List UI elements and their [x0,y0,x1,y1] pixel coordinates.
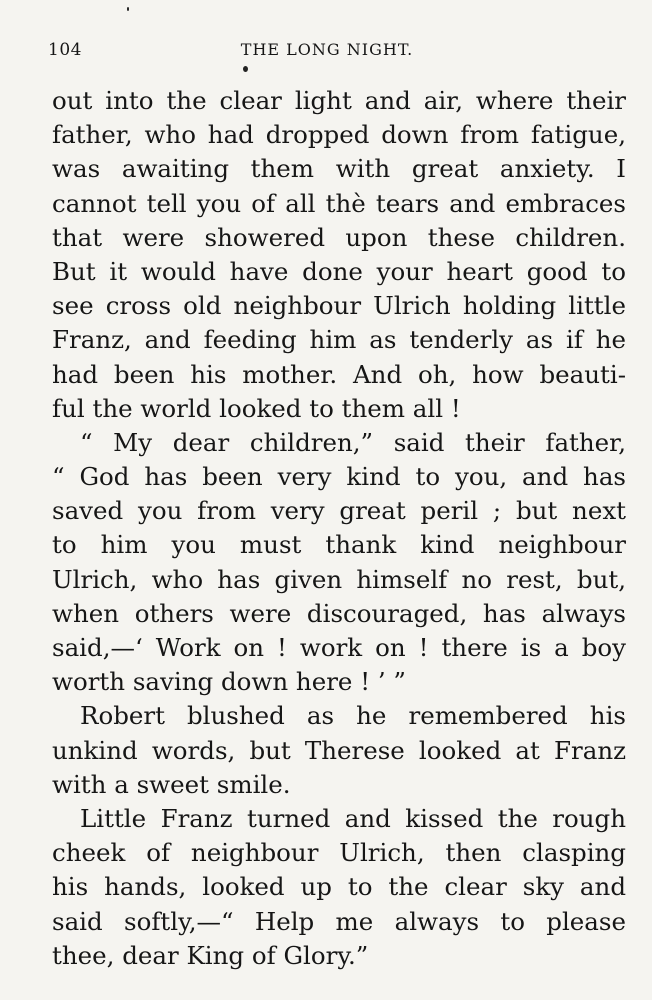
text-line: “ God has been very kind to you, and has [52,462,626,492]
text-line: see cross old neighbour Ulrich holding little [52,291,626,321]
ink-speck [243,66,248,72]
text-line: saved you from very great peril ; but next [52,496,626,526]
text-line: out into the clear light and air, where their [52,86,626,115]
text-line: was awaiting them with great anxiety. I [52,154,626,184]
text-line: Robert blushed as he remembered his [80,701,626,731]
text-line: when others were discouraged, has always [52,598,626,628]
text-line: ful the world looked to them all ! [52,393,461,423]
text-line: his hands, looked up to the clear sky and [52,872,626,902]
text-line: that were showered upon these children. [52,222,626,252]
text-line: “ My dear children,” said their father, [80,427,626,457]
text-line: worth saving down here ! ’ ” [52,667,406,697]
text-line: Franz, and feeding him as tenderly as if he [52,325,626,355]
body-text [52,84,626,973]
text-line: cheek of neighbour Ulrich, then clasping [52,838,626,868]
text-line: Little Franz turned and kissed the rough [80,803,626,833]
text-line: Ulrich, who has given himself no rest, but, [52,564,626,594]
page-header [40,40,614,62]
text-line: cannot tell you of all thè tears and embraces [52,188,626,218]
text-line: with a sweet smile. [52,769,291,799]
page-number: 104 [48,40,82,60]
running-title: THE LONG NIGHT. [240,40,414,59]
ink-speck [127,7,129,11]
text-line: said softly,—“ Help me always to please [52,906,626,936]
text-line: had been his mother. And oh, how beauti- [52,359,626,389]
text-line: to him you must thank kind neighbour [52,530,626,560]
text-line: said,—‘ Work on ! work on ! there is a boy [52,633,626,662]
text-line: unkind words, but Therese looked at Franz [52,735,626,765]
text-line: thee, dear King of Glory.” [52,940,369,970]
text-line: But it would have done your heart good to [52,256,626,286]
text-line: father, who had dropped down from fatigue, [52,120,626,150]
